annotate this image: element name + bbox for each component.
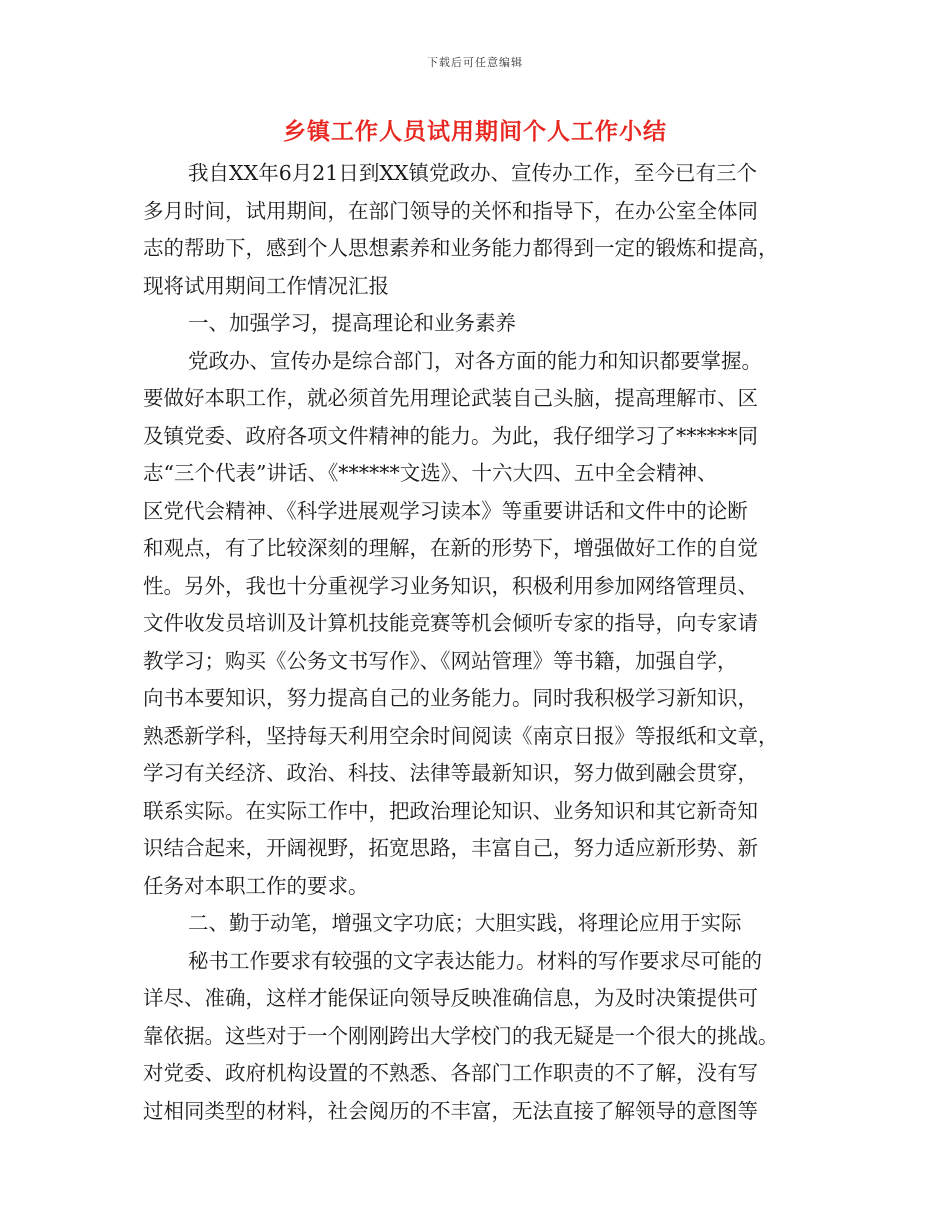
text-line: 现将试用期间工作情况汇报 [143,273,389,298]
text-line: 向书本要知识，努力提高自己的业务能力。同时我积极学习新知识， [143,686,758,710]
text-line: 性。另外，我也十分重视学习业务知识，积极利用参加网络管理员、 [143,573,758,598]
text-line: 详尽、准确，这样才能保证向领导反映准确信息，为及时决策提供可 [143,986,758,1010]
text-line: 党政办、宣传办是综合部门，对各方面的能力和知识都要掌握。 [188,348,762,373]
document-title: 乡镇工作人员试用期间个人工作小结 [283,118,667,145]
text-line: 要做好本职工作，就必须首先用理论武装自己头脑，提高理解市、区 [143,386,758,410]
text-line: 多月时间，试用期间，在部门领导的关怀和指导下，在办公室全体同 [143,198,758,223]
text-line: 我自XX年6月21日到XX镇党政办、宣传办工作，至今已有三个 [188,161,758,185]
text-line: 二、勤于动笔，增强文字功底；大胆实践，将理论应用于实际 [188,911,742,935]
text-line: 志的帮助下，感到个人思想素养和业务能力都得到一定的锻炼和提高， [143,236,779,260]
document-body [143,155,803,1130]
text-line: 文件收发员培训及计算机技能竞赛等机会倾听专家的指导，向专家请 [143,611,758,635]
text-line: 过相同类型的材料，社会阅历的不丰富，无法直接了解领导的意图等 [143,1098,758,1123]
text-line: 对党委、政府机构设置的不熟悉、各部门工作职责的不了解，没有写 [143,1061,758,1085]
text-line: 教学习；购买《公务文书写作》、《网站管理》等书籍，加强自学， [143,648,738,673]
text-line: 学习有关经济、政治、科技、法律等最新知识，努力做到融会贯穿， [143,761,758,785]
text-line: 一、加强学习，提高理论和业务素养 [188,311,516,335]
text-line: 和观点，有了比较深刻的理解，在新的形势下，增强做好工作的自觉 [143,536,758,560]
text-line: 志“三个代表”讲话、《******文选》、十六大四、五中全会精神、 [143,461,718,485]
text-line: 识结合起来，开阔视野，拓宽思路，丰富自己，努力适应新形势、新 [143,836,758,860]
header-note: 下载后可任意编辑 [427,56,523,69]
text-line: 区党代会精神、《科学进展观学习读本》等重要讲话和文件中的论断 [143,498,748,523]
text-line: 秘书工作要求有较强的文字表达能力。材料的写作要求尽可能的 [188,948,762,973]
text-line: 联系实际。在实际工作中，把政治理论知识、业务知识和其它新奇知 [143,798,758,823]
text-line: 靠依据。这些对于一个刚刚跨出大学校门的我无疑是一个很大的挑战。 [143,1023,779,1048]
text-line: 任务对本职工作的要求。 [143,873,369,898]
text-line: 熟悉新学科，坚持每天利用空余时间阅读《南京日报》等报纸和文章， [143,723,779,748]
text-line: 及镇党委、政府各项文件精神的能力。为此，我仔细学习了******同 [143,423,758,448]
